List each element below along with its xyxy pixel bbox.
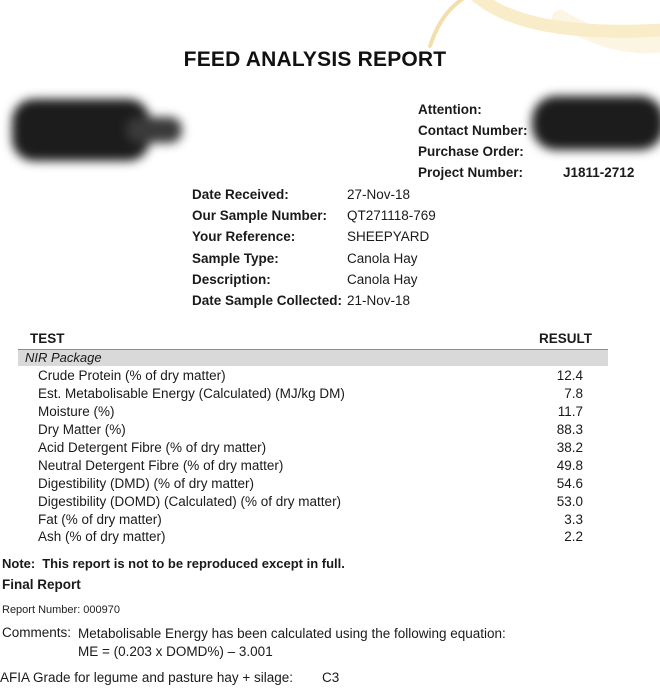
project-number-label: Project Number: [418,165,524,180]
nir-package-group-row: NIR Package [18,349,608,366]
test-result: 49.8 [556,457,583,473]
test-result: 38.2 [556,440,583,455]
results-table [0,328,660,546]
description-value: Canola Hay [347,271,418,287]
test-result: 88.3 [556,422,583,438]
table-row [0,367,660,385]
table-row [0,474,660,492]
sample-info-row [192,184,436,205]
test-result: 54.6 [556,475,583,491]
final-report-label: Final Report [2,577,81,592]
table-row [0,456,660,474]
contact-block [418,99,634,183]
sample-type-value: Canola Hay [347,250,418,266]
table-row [0,403,660,421]
table-row [0,421,660,439]
purchase-order-row [418,141,634,162]
sample-info-block [192,184,436,311]
table-body [0,367,660,546]
sample-number-value: QT271118-769 [347,208,436,224]
note-label: Note: [2,556,36,571]
table-header-row [0,328,660,349]
comments-block [2,625,506,661]
table-row [0,528,660,546]
report-number: Report Number: 000970 [2,604,121,616]
reproduction-note [2,556,345,571]
page-title: FEED ANALYSIS REPORT [183,48,447,71]
attention-row [418,99,634,120]
sample-info-row [192,269,436,290]
test-result: 2.2 [564,529,583,545]
contact-number-label: Contact Number: [418,123,528,138]
test-result: 53.0 [556,493,583,509]
project-number-row [418,162,634,183]
test-name: Moisture (%) [38,404,115,420]
date-received-value: 27-Nov-18 [347,187,411,203]
sample-info-row [192,205,436,226]
test-name: Digestibility (DMD) (% of dry matter) [38,475,255,491]
test-name: Ash (% of dry matter) [38,529,166,545]
test-name: Crude Protein (% of dry matter) [38,368,226,384]
test-column-header: TEST [30,331,65,346]
table-row [0,385,660,403]
test-name: Fat (% of dry matter) [38,511,162,527]
project-number-value: J1811-2712 [563,165,635,180]
test-result: 11.7 [557,404,583,420]
test-result: 3.3 [564,511,583,527]
sample-info-row [192,290,436,311]
sample-info-row [192,226,436,247]
afia-grade-label: AFIA Grade for legume and pasture hay + silage: [0,670,294,685]
purchase-order-label: Purchase Order: [418,144,524,159]
description-label: Description: [192,271,271,287]
sample-info-row [192,248,436,269]
result-column-header: RESULT [539,331,592,346]
test-name: Est. Metabolisable Energy (Calculated) (MJ/kg DM) [38,386,345,402]
your-reference-value: SHEEPYARD [347,229,430,245]
test-name: Acid Detergent Fibre (% of dry matter) [38,440,267,455]
attention-label: Attention: [418,102,482,117]
sample-number-label: Our Sample Number: [192,208,328,224]
comments-text [78,625,506,661]
test-result: 7.8 [564,386,583,402]
test-name: Neutral Detergent Fibre (% of dry matter) [38,457,284,473]
afia-grade-value: C3 [322,670,340,685]
table-row [0,439,660,457]
redacted-company-block [8,95,184,169]
afia-grade-row [0,670,340,685]
your-reference-label: Your Reference: [192,229,296,245]
test-result: 12.4 [556,368,583,384]
table-row [0,510,660,528]
sample-type-label: Sample Type: [192,250,279,266]
note-text: This report is not to be reproduced except in full. [42,556,345,571]
contact-number-row [418,120,634,141]
date-received-label: Date Received: [192,187,289,203]
comments-label: Comments: [2,625,72,640]
test-name: Digestibility (DOMD) (Calculated) (% of dry matter) [38,493,342,509]
redaction-blob [126,117,182,143]
date-collected-value: 21-Nov-18 [347,293,411,309]
comments-line1: Metabolisable Energy has been calculated using the following equation: [78,626,506,641]
comments-line2: ME = (0.203 x DOMD%) – 3.001 [78,644,273,659]
date-collected-label: Date Sample Collected: [192,293,343,309]
test-name: Dry Matter (%) [38,422,126,438]
table-row [0,492,660,510]
